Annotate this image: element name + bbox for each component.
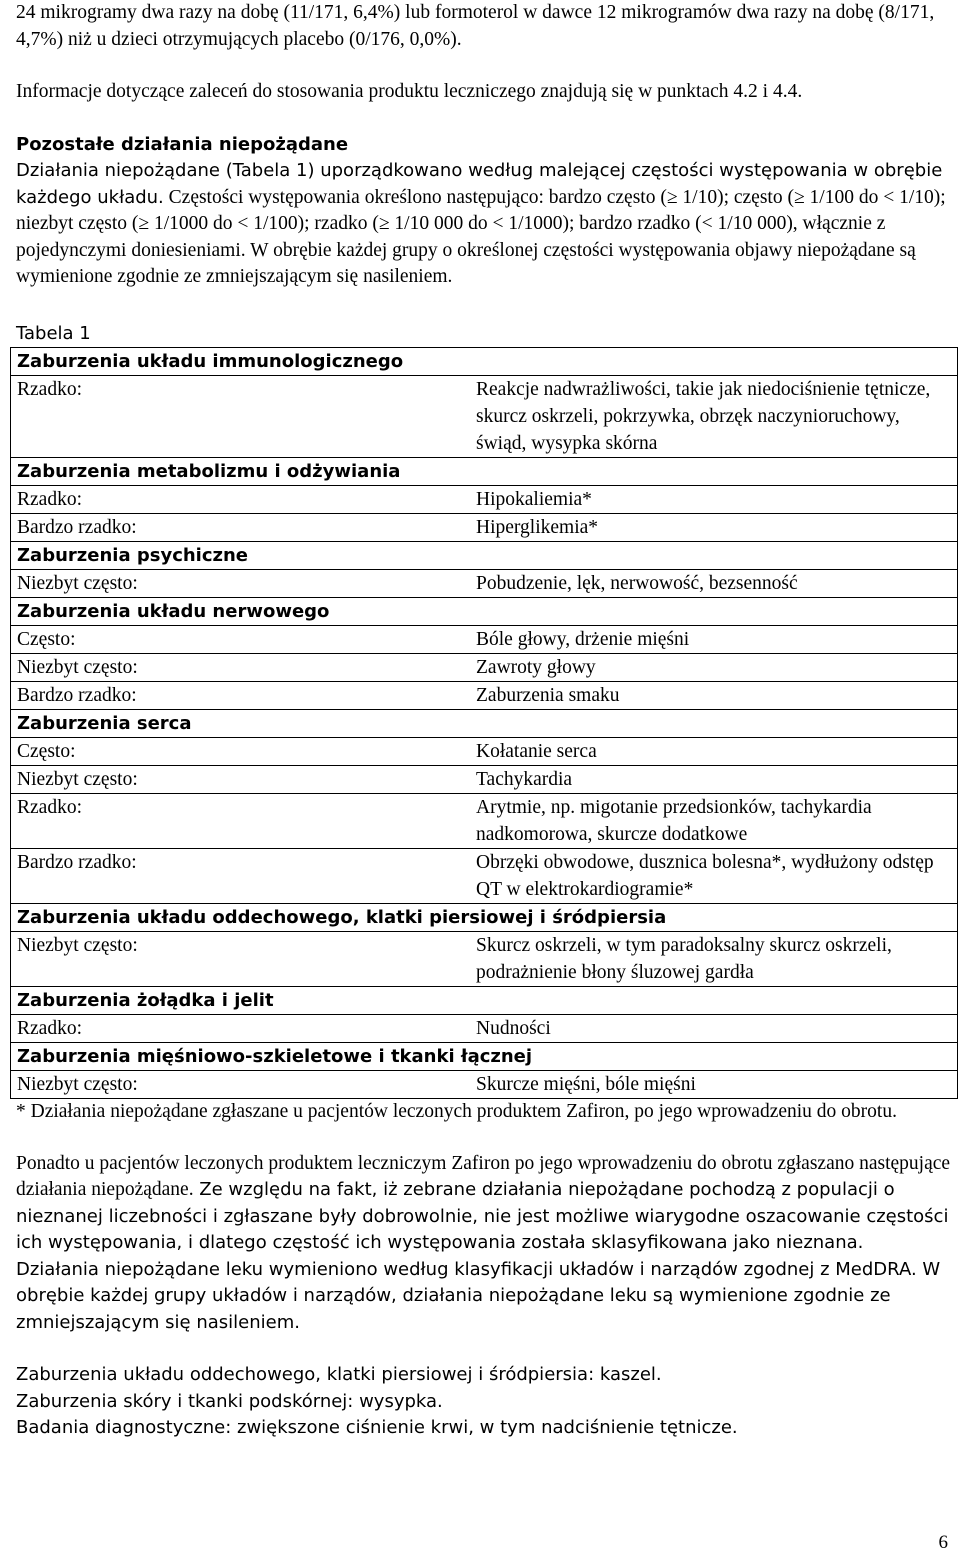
table-row xyxy=(11,931,958,986)
category-row xyxy=(11,709,958,737)
frequency-cell: Niezbyt często: xyxy=(11,569,471,597)
section-body xyxy=(16,158,951,291)
reaction-cell: Zawroty głowy xyxy=(470,653,958,681)
reaction-cell: Kołatanie serca xyxy=(470,737,958,765)
table-footnote: * Działania niepożądane zgłaszane u pacjentów leczonych produktem Zafiron, po jego wprowadzeniu do obrotu. xyxy=(16,1100,897,1122)
frequency-cell: Bardzo rzadko: xyxy=(11,681,471,709)
post-marketing-details: Ze względu na fakt, iż zebrane działania niepożądane pochodzą z populacji o nieznanej liczebności i zgłaszane były dobrowolnie, nie jest możliwe wiarygodne oszacowanie częstości ich występowania, i dlatego częstość ich występowania została sklasyfikowana jako nieznana. Działania niepożądane leku wymieniono według klasyfikacji układów i narządów zgodnej z MedDRA. W obrębie każdej grupy układów i narządów, działania niepożądane leku są wymienione zgodnie ze zmniejszającym się nasileniem. xyxy=(16,1179,949,1333)
category-label: Zaburzenia układu nerwowego xyxy=(11,597,958,625)
reaction-cell: Bóle głowy, drżenie mięśni xyxy=(470,625,958,653)
reaction-cell: Skurcz oskrzeli, w tym paradoksalny skurcz oskrzeli, podrażnienie błony śluzowej gardła xyxy=(470,931,958,986)
finding-skin: Zaburzenia skóry i tkanki podskórnej: wysypka. xyxy=(16,1390,443,1412)
ordering-note: W obrębie każdej grupy o określonej częstości występowania objawy niepożądane są wymienione zgodnie ze zmniejszającym się nasileniem. xyxy=(16,239,916,287)
info-paragraph: Informacje dotyczące zaleceń do stosowania produktu leczniczego znajdują się w punktach 4.2 i 4.4. xyxy=(16,81,803,102)
frequency-cell: Niezbyt często: xyxy=(11,765,471,793)
reaction-cell: Zaburzenia smaku xyxy=(470,681,958,709)
category-row xyxy=(11,903,958,931)
category-label: Zaburzenia metabolizmu i odżywiania xyxy=(11,457,958,485)
intro-paragraph: 24 mikrogramy dwa razy na dobę (11/171, 6,4%) lub formoterol w dawce 12 mikrogramów dwa razy na dobę (8/171, 4,7%) niż u dzieci otrzymujących placebo (0/176, 0,0%). xyxy=(16,2,935,50)
frequency-cell: Niezbyt często: xyxy=(11,653,471,681)
page-number: 6 xyxy=(938,1532,948,1553)
frequency-cell: Bardzo rzadko: xyxy=(11,848,471,903)
frequency-cell: Często: xyxy=(11,625,471,653)
table-row xyxy=(11,625,958,653)
frequency-cell: Bardzo rzadko: xyxy=(11,513,471,541)
table-row xyxy=(11,375,958,457)
table-row xyxy=(11,848,958,903)
category-label: Zaburzenia mięśniowo-szkieletowe i tkanki łącznej xyxy=(11,1042,958,1070)
category-row xyxy=(11,541,958,569)
category-label: Zaburzenia psychiczne xyxy=(11,541,958,569)
table-row xyxy=(11,485,958,513)
table-row xyxy=(11,1014,958,1042)
reaction-cell: Obrzęki obwodowe, dusznica bolesna*, wydłużony odstęp QT w elektrokardiogramie* xyxy=(470,848,958,903)
category-label: Zaburzenia układu oddechowego, klatki piersiowej i śródpiersia xyxy=(11,903,958,931)
table-row xyxy=(11,1070,958,1098)
finding-diagnostic: Badania diagnostyczne: zwiększone ciśnienie krwi, w tym nadciśnienie tętnicze. xyxy=(16,1417,738,1438)
table-row xyxy=(11,737,958,765)
table-caption: Tabela 1 xyxy=(16,322,91,344)
table-row xyxy=(11,681,958,709)
post-marketing-paragraph xyxy=(16,1151,951,1337)
frequency-cell: Niezbyt często: xyxy=(11,1070,471,1098)
reaction-cell: Arytmie, np. migotanie przedsionków, tachykardia nadkomorowa, skurcze dodatkowe xyxy=(470,793,958,848)
frequency-cell: Rzadko: xyxy=(11,793,471,848)
section-heading: Pozostałe działania niepożądane xyxy=(16,133,349,155)
adverse-events-table xyxy=(10,347,958,1099)
table-row xyxy=(11,513,958,541)
category-row xyxy=(11,986,958,1014)
frequency-cell: Niezbyt często: xyxy=(11,931,471,986)
table-row xyxy=(11,765,958,793)
table-row xyxy=(11,569,958,597)
post-marketing-intro: Ponadto u pacjentów leczonych produktem leczniczym Zafiron po jego wprowadzeniu do obrotu zgłaszano następujące działania niepożądane. xyxy=(16,1152,951,1200)
reaction-cell: Hipokaliemia* xyxy=(470,485,958,513)
reaction-cell: Skurcze mięśni, bóle mięśni xyxy=(470,1070,958,1098)
frequency-definitions: Częstości występowania określono następująco: bardzo często (≥ 1/10); często (≥ 1/100 do < 1/10); niezbyt często (≥ 1/1000 do < 1/100); rzadko (≥ 1/10 000 do < 1/1000); bardzo rzadko (< 1/10 000), włącznie z pojedynczymi doniesieniami. xyxy=(16,186,946,261)
frequency-cell: Rzadko: xyxy=(11,375,471,457)
reaction-cell: Hiperglikemia* xyxy=(470,513,958,541)
document-page xyxy=(16,0,951,1442)
category-label: Zaburzenia serca xyxy=(11,709,958,737)
finding-respiratory: Zaburzenia układu oddechowego, klatki piersiowej i śródpiersia: kaszel. xyxy=(16,1364,662,1385)
table-row xyxy=(11,793,958,848)
category-row xyxy=(11,347,958,375)
section-lead: Działania niepożądane (Tabela 1) uporządkowano według malejącej częstości występowania w obrębie każdego układu. xyxy=(16,160,943,208)
table-row xyxy=(11,653,958,681)
reaction-cell: Pobudzenie, lęk, nerwowość, bezsenność xyxy=(470,569,958,597)
frequency-cell: Rzadko: xyxy=(11,485,471,513)
reaction-cell: Reakcje nadwrażliwości, takie jak niedociśnienie tętnicze, skurcz oskrzeli, pokrzywka, obrzęk naczynioruchowy, świąd, wysypka skórna xyxy=(470,375,958,457)
category-label: Zaburzenia układu immunologicznego xyxy=(11,347,958,375)
reaction-cell: Tachykardia xyxy=(470,765,958,793)
category-row xyxy=(11,457,958,485)
category-row xyxy=(11,1042,958,1070)
category-label: Zaburzenia żołądka i jelit xyxy=(11,986,958,1014)
reaction-cell: Nudności xyxy=(470,1014,958,1042)
frequency-cell: Rzadko: xyxy=(11,1014,471,1042)
frequency-cell: Często: xyxy=(11,737,471,765)
category-row xyxy=(11,597,958,625)
